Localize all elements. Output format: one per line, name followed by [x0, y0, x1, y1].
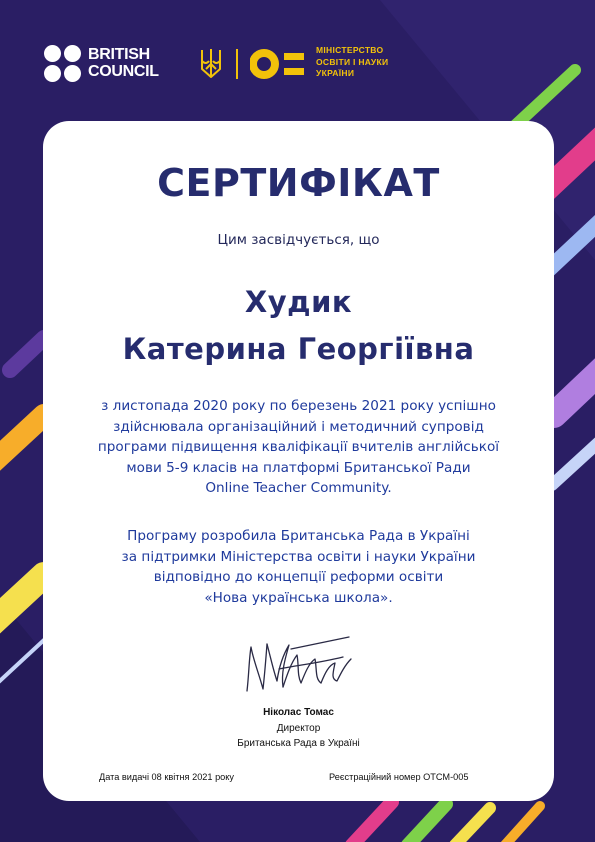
british-council-wordmark: [88, 46, 159, 80]
ministry-logo-icon: [250, 46, 310, 82]
british-council-dots-icon: [44, 45, 82, 83]
ministry-line1: МІНІСТЕРСТВО: [316, 45, 384, 55]
signer-name: Ніколас Томас: [263, 707, 334, 718]
handwritten-signature: [239, 629, 359, 699]
paragraph1-line: програми підвищення кваліфікації вчителів англійської: [97, 439, 500, 455]
paragraph2-line: «Нова українська школа».: [204, 589, 393, 606]
header: [0, 40, 595, 90]
british-council-line1: BRITISH: [88, 46, 150, 63]
paragraph1-line: здійснювала організаційний і методичний супровід: [113, 418, 484, 435]
paragraph1-line: Online Teacher Community.: [205, 480, 392, 496]
program-paragraph: [43, 526, 554, 608]
paragraph1-line: мови 5-9 класів на платформі Британської Ради: [126, 459, 471, 476]
paragraph2-line: відповідно до концепції реформи освіти: [153, 569, 444, 585]
ministry-line3: УКРАЇНИ: [316, 68, 355, 78]
certificate-title: СЕРТИФІКАТ: [157, 161, 440, 205]
signer-organization: Британська Рада в Україні: [237, 738, 360, 749]
ministry-wordmark: [316, 45, 388, 80]
paragraph2-line: Програму розробила Британська Рада в Україні: [127, 528, 470, 544]
british-council-line2: COUNCIL: [88, 63, 159, 80]
certificate-intro: Цим засвідчується, що: [217, 232, 380, 248]
recipient-given-names: Катерина Георгіївна: [122, 332, 475, 366]
certificate-card: [43, 121, 554, 801]
ministry-line2: ОСВІТИ І НАУКИ: [316, 56, 389, 67]
trident-icon: [200, 47, 222, 79]
recipient-surname: Худик: [244, 285, 353, 319]
british-council-logo: [44, 45, 174, 85]
header-separator: [236, 49, 238, 79]
paragraph1-line: з листопада 2020 року по березень 2021 року успішно: [101, 398, 496, 414]
issue-date: Дата видачі 08 квітня 2021 року: [99, 772, 235, 782]
signer-role: Директор: [276, 723, 321, 734]
paragraph2-line: за підтримки Міністерства освіти і науки України: [121, 548, 476, 565]
registration-number: Реєстраційний номер ОТСМ-005: [329, 772, 469, 782]
achievement-paragraph: [43, 396, 554, 499]
